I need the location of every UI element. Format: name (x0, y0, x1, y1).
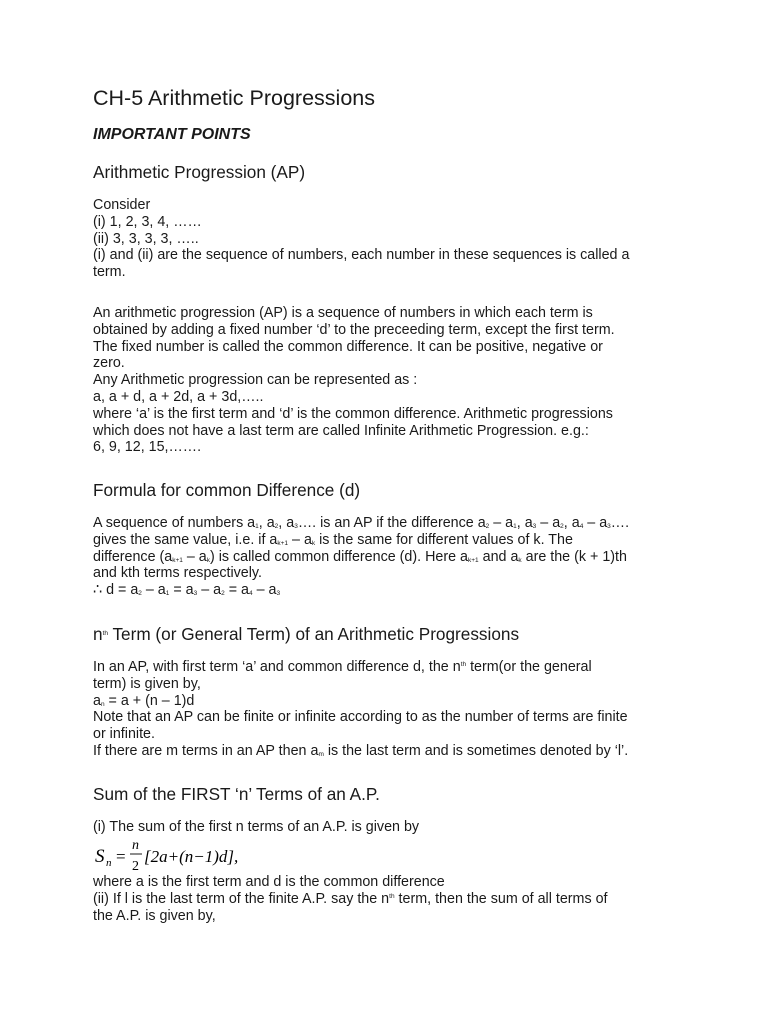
text-line: (i) The sum of the first n terms of an A.P. is given by (93, 819, 420, 835)
formula-numerator: n (132, 838, 139, 853)
text-line: Note that an AP can be finite or infinite according to as the number of terms are finite (93, 709, 628, 726)
page-title: CH-5 Arithmetic Progressions (93, 86, 375, 110)
text-line: and kth terms respectively. (93, 565, 262, 582)
text-line: The fixed number is called the common difference. It can be positive, negative or (93, 338, 603, 355)
formula-s: S (95, 846, 105, 867)
formula-equals: = (116, 847, 126, 866)
text-line: Any Arithmetic progression can be represented as : (93, 372, 418, 389)
formula-body: [2a+(n−1)d], (144, 847, 239, 866)
section-heading-nth-term: $n^{th}$ Term (or General Term) of an Arithmetic Progressions (93, 624, 520, 644)
text-line: (i) 1, 2, 3, 4, …… (93, 213, 202, 230)
formula-n-subscript: n (106, 857, 112, 869)
text-line: If there are m terms in an AP then $a_m$ is the last term and is sometimes denoted by ‘l’. (93, 742, 629, 759)
text-line: (i) and (ii) are the sequence of numbers, each number in these sequences is called a (93, 247, 630, 264)
text-line: where a is the first term and d is the common difference (93, 874, 445, 890)
section-heading-sum: Sum of the FIRST ‘n’ Terms of an A.P. (93, 784, 380, 804)
text-line: gives the same value, i.e. if $a_{k+1} - a_k$ is the same for different values of k. The (93, 531, 573, 548)
text-line: term) is given by, (93, 675, 201, 692)
nth-term-formula: $a_n = a + (n - 1)d$ (93, 692, 195, 709)
text-line: difference $(a_{k+1} - a_k)$ is called common difference (d). Here $a_{k+1}$ and $a_k$ are the (k + 1)th (93, 548, 627, 565)
text-line: a, a + d, a + 2d, a + 3d,….. (93, 388, 264, 405)
important-points-heading: IMPORTANT POINTS (93, 126, 251, 143)
text-line: zero. (93, 355, 125, 372)
text-line: Consider (93, 197, 151, 213)
formula-denominator: 2 (132, 859, 139, 874)
text-line: In an AP, with first term ‘a’ and common difference d, the $n^{th}$ term(or the general (93, 659, 592, 675)
section-heading-ap: Arithmetic Progression (AP) (93, 162, 306, 182)
text-line: term. (93, 264, 126, 281)
section-heading-common-difference: Formula for common Difference (d) (93, 480, 361, 500)
text-line: (ii) 3, 3, 3, 3, ….. (93, 230, 199, 247)
text-line: where ‘a’ is the first term and ‘d’ is the common difference. Arithmetic progressions (93, 405, 613, 422)
text-line: An arithmetic progression (AP) is a sequence of numbers in which each term is (93, 305, 593, 321)
text-line: 6, 9, 12, 15,……. (93, 439, 202, 456)
text-line: (ii) If l is the last term of the finite A.P. say the $n^{th}$ term, then the sum of all terms of (93, 890, 608, 907)
text-line: or infinite. (93, 726, 155, 743)
text-line: obtained by adding a fixed number ‘d’ to the preceeding term, except the first term. (93, 321, 615, 338)
text-line: A sequence of numbers $a_1$, $a_2$, $a_3\dots$. is an AP if the difference $a_2 - a_1$, $a_3 - a_2$, $a_4$ – $a_3\dots$. (93, 515, 630, 531)
text-line: which does not have a last term are called Infinite Arithmetic Progression. e.g.: (93, 422, 589, 439)
consider-paragraph (93, 197, 683, 281)
text-line: the A.P. is given by, (93, 907, 216, 924)
common-difference-paragraph (93, 515, 683, 599)
sum-formula (93, 836, 253, 876)
therefore-line: ∴ $d = a_2 - a_1 = a_3 - a_2 = a_4 - a_3$ (93, 582, 281, 599)
sum-intro-paragraph (93, 819, 683, 836)
sum-details-paragraph (93, 874, 683, 924)
nth-term-paragraph (93, 659, 683, 760)
ap-definition-paragraph (93, 305, 683, 456)
